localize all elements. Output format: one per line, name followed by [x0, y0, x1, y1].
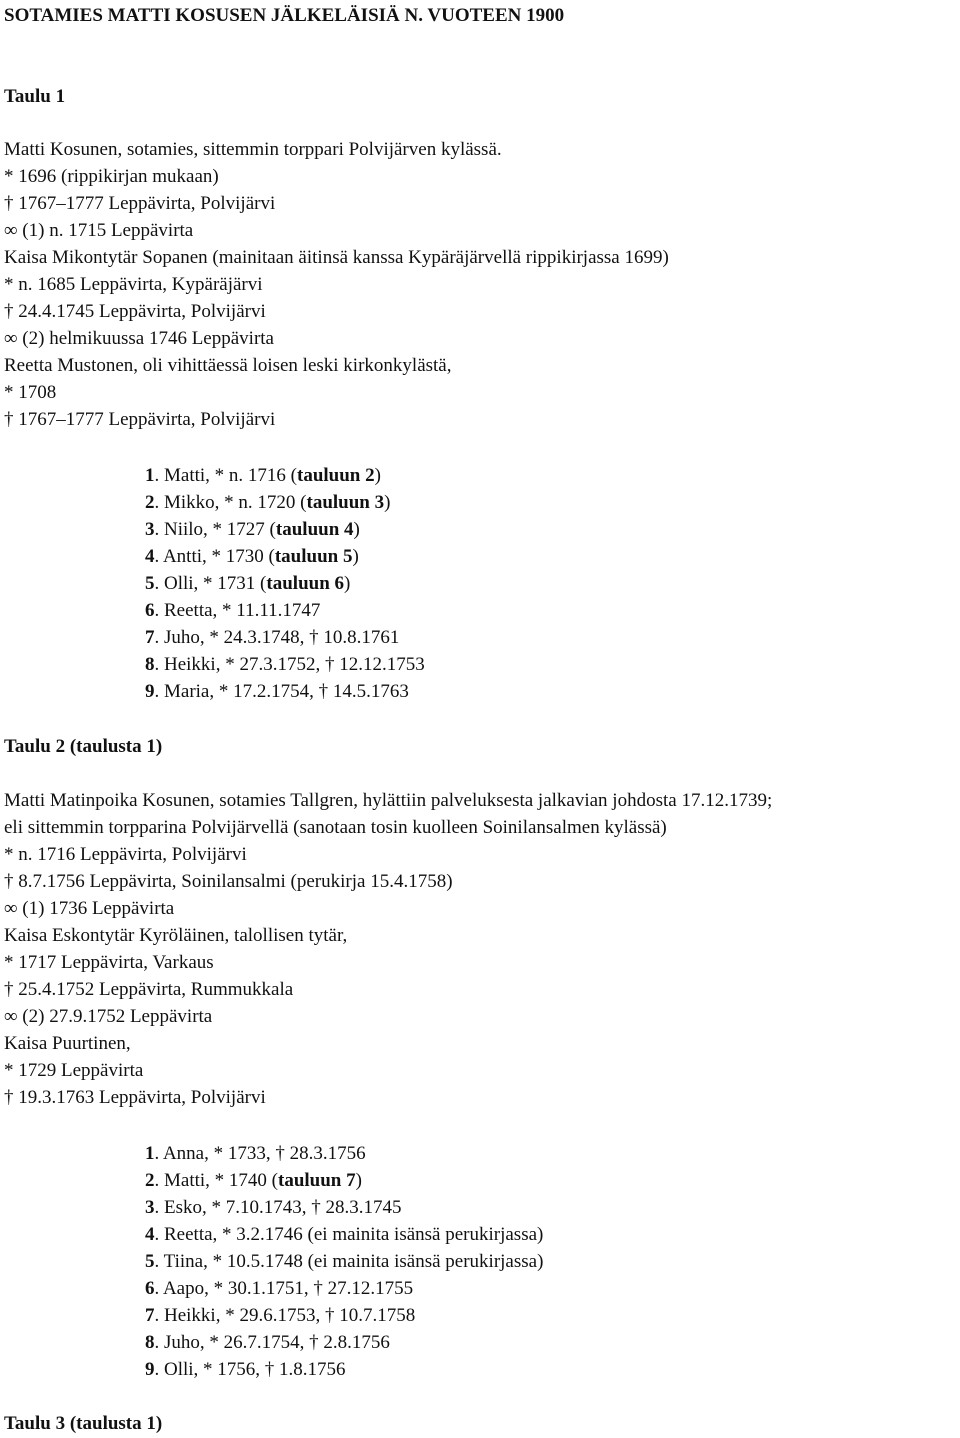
- child-number: 2: [145, 1170, 155, 1191]
- child-text: . Heikki, * 27.3.1752, † 12.12.1753: [154, 654, 425, 675]
- taulu-3-heading: Taulu 3 (taulusta 1): [4, 1413, 163, 1434]
- child-entry: [145, 597, 320, 624]
- child-text: . Antti, * 1730 (: [154, 546, 275, 567]
- child-number: 7: [145, 627, 155, 648]
- child-number: 6: [145, 1278, 155, 1299]
- child-number: 7: [145, 1305, 155, 1326]
- child-text: . Reetta, * 11.11.1747: [154, 600, 321, 621]
- taulu-1-line: Matti Kosunen, sotamies, sittemmin torppari Polvijärven kylässä.: [4, 139, 502, 160]
- child-reference: tauluun 3: [306, 492, 385, 513]
- taulu-1-line: † 1767–1777 Leppävirta, Polvijärvi: [4, 409, 276, 430]
- taulu-2-line: * n. 1716 Leppävirta, Polvijärvi: [4, 844, 247, 865]
- child-number: 9: [145, 681, 155, 702]
- child-entry: [145, 1167, 362, 1194]
- taulu-2-line: † 25.4.1752 Leppävirta, Rummukkala: [4, 979, 294, 1000]
- child-number: 5: [145, 573, 155, 594]
- taulu-1-line: Kaisa Mikontytär Sopanen (mainitaan äitinsä kanssa Kypäräjärvellä rippikirjassa 1699): [4, 247, 669, 268]
- taulu-2-line: ∞ (2) 27.9.1752 Leppävirta: [4, 1006, 213, 1027]
- child-entry: [145, 1221, 543, 1248]
- child-text: . Maria, * 17.2.1754, † 14.5.1763: [154, 681, 409, 702]
- taulu-2-line: Kaisa Eskontytär Kyröläinen, talollisen tytär,: [4, 925, 348, 946]
- child-reference: tauluun 2: [297, 465, 375, 486]
- child-text: . Matti, * 1740 (: [154, 1170, 278, 1191]
- child-text: . Olli, * 1756, † 1.8.1756: [154, 1359, 346, 1380]
- child-tail: ): [355, 1170, 362, 1191]
- child-entry: [145, 462, 381, 489]
- child-tail: ): [384, 492, 391, 513]
- child-number: 6: [145, 600, 155, 621]
- child-text: . Niilo, * 1727 (: [154, 519, 276, 540]
- child-number: 1: [145, 1143, 155, 1164]
- taulu-1-line: † 24.4.1745 Leppävirta, Polvijärvi: [4, 301, 266, 322]
- child-entry: [145, 1356, 346, 1383]
- taulu-2-line: * 1717 Leppävirta, Varkaus: [4, 952, 214, 973]
- child-number: 4: [145, 1224, 155, 1245]
- child-text: . Olli, * 1731 (: [154, 573, 267, 594]
- child-entry: [145, 489, 390, 516]
- child-entry: [145, 678, 409, 705]
- child-number: 1: [145, 465, 155, 486]
- child-number: 3: [145, 1197, 155, 1218]
- child-tail: ): [352, 546, 359, 567]
- child-reference: tauluun 7: [278, 1170, 356, 1191]
- taulu-1-line: ∞ (2) helmikuussa 1746 Leppävirta: [4, 328, 274, 349]
- child-entry: [145, 543, 359, 570]
- taulu-2-heading: Taulu 2 (taulusta 1): [4, 736, 163, 757]
- child-entry: [145, 1275, 413, 1302]
- child-text: . Heikki, * 29.6.1753, † 10.7.1758: [154, 1305, 416, 1326]
- child-entry: [145, 516, 360, 543]
- taulu-1-line: * 1708: [4, 382, 57, 403]
- taulu-2-line: eli sittemmin torpparina Polvijärvellä (sanotaan tosin kuolleen Soinilansalmen kylässä): [4, 817, 667, 838]
- child-entry: [145, 624, 399, 651]
- child-number: 4: [145, 546, 155, 567]
- child-number: 8: [145, 654, 155, 675]
- taulu-2-line: ∞ (1) 1736 Leppävirta: [4, 898, 175, 919]
- child-number: 9: [145, 1359, 155, 1380]
- taulu-1-line: * 1696 (rippikirjan mukaan): [4, 166, 219, 187]
- child-reference: tauluun 6: [266, 573, 345, 594]
- child-text: . Juho, * 26.7.1754, † 2.8.1756: [154, 1332, 390, 1353]
- child-text: . Matti, * n. 1716 (: [154, 465, 297, 486]
- child-number: 8: [145, 1332, 155, 1353]
- child-number: 3: [145, 519, 155, 540]
- child-tail: ): [353, 519, 360, 540]
- child-text: . Juho, * 24.3.1748, † 10.8.1761: [154, 627, 400, 648]
- child-entry: [145, 1248, 543, 1275]
- child-entry: [145, 1329, 390, 1356]
- child-reference: tauluun 5: [274, 546, 353, 567]
- taulu-1-heading: Taulu 1: [4, 86, 66, 107]
- child-text: . Mikko, * n. 1720 (: [154, 492, 307, 513]
- child-text: . Esko, * 7.10.1743, † 28.3.1745: [154, 1197, 402, 1218]
- taulu-2-line: † 8.7.1756 Leppävirta, Soinilansalmi (perukirja 15.4.1758): [4, 871, 453, 892]
- child-entry: [145, 1302, 415, 1329]
- child-number: 2: [145, 492, 155, 513]
- child-entry: [145, 1140, 366, 1167]
- child-text: . Reetta, * 3.2.1746 (ei mainita isänsä perukirjassa): [154, 1224, 544, 1245]
- child-entry: [145, 570, 350, 597]
- taulu-1-line: * n. 1685 Leppävirta, Kypäräjärvi: [4, 274, 263, 295]
- taulu-2-line: * 1729 Leppävirta: [4, 1060, 144, 1081]
- child-entry: [145, 1194, 402, 1221]
- taulu-1-line: Reetta Mustonen, oli vihittäessä loisen leski kirkonkylästä,: [4, 355, 452, 376]
- taulu-2-line: Matti Matinpoika Kosunen, sotamies Tallgren, hylättiin palveluksesta jalkavian johdosta 17.12.1739;: [4, 790, 773, 811]
- document-title: SOTAMIES MATTI KOSUSEN JÄLKELÄISIÄ N. VUOTEEN 1900: [4, 5, 565, 26]
- child-reference: tauluun 4: [275, 519, 354, 540]
- child-text: . Anna, * 1733, † 28.3.1756: [154, 1143, 366, 1164]
- taulu-2-line: Kaisa Puurtinen,: [4, 1033, 131, 1054]
- child-entry: [145, 651, 425, 678]
- child-number: 5: [145, 1251, 155, 1272]
- child-text: . Tiina, * 10.5.1748 (ei mainita isänsä perukirjassa): [154, 1251, 544, 1272]
- child-text: . Aapo, * 30.1.1751, † 27.12.1755: [154, 1278, 414, 1299]
- child-tail: ): [344, 573, 351, 594]
- taulu-2-line: † 19.3.1763 Leppävirta, Polvijärvi: [4, 1087, 266, 1108]
- child-tail: ): [374, 465, 381, 486]
- taulu-1-line: † 1767–1777 Leppävirta, Polvijärvi: [4, 193, 276, 214]
- taulu-1-line: ∞ (1) n. 1715 Leppävirta: [4, 220, 194, 241]
